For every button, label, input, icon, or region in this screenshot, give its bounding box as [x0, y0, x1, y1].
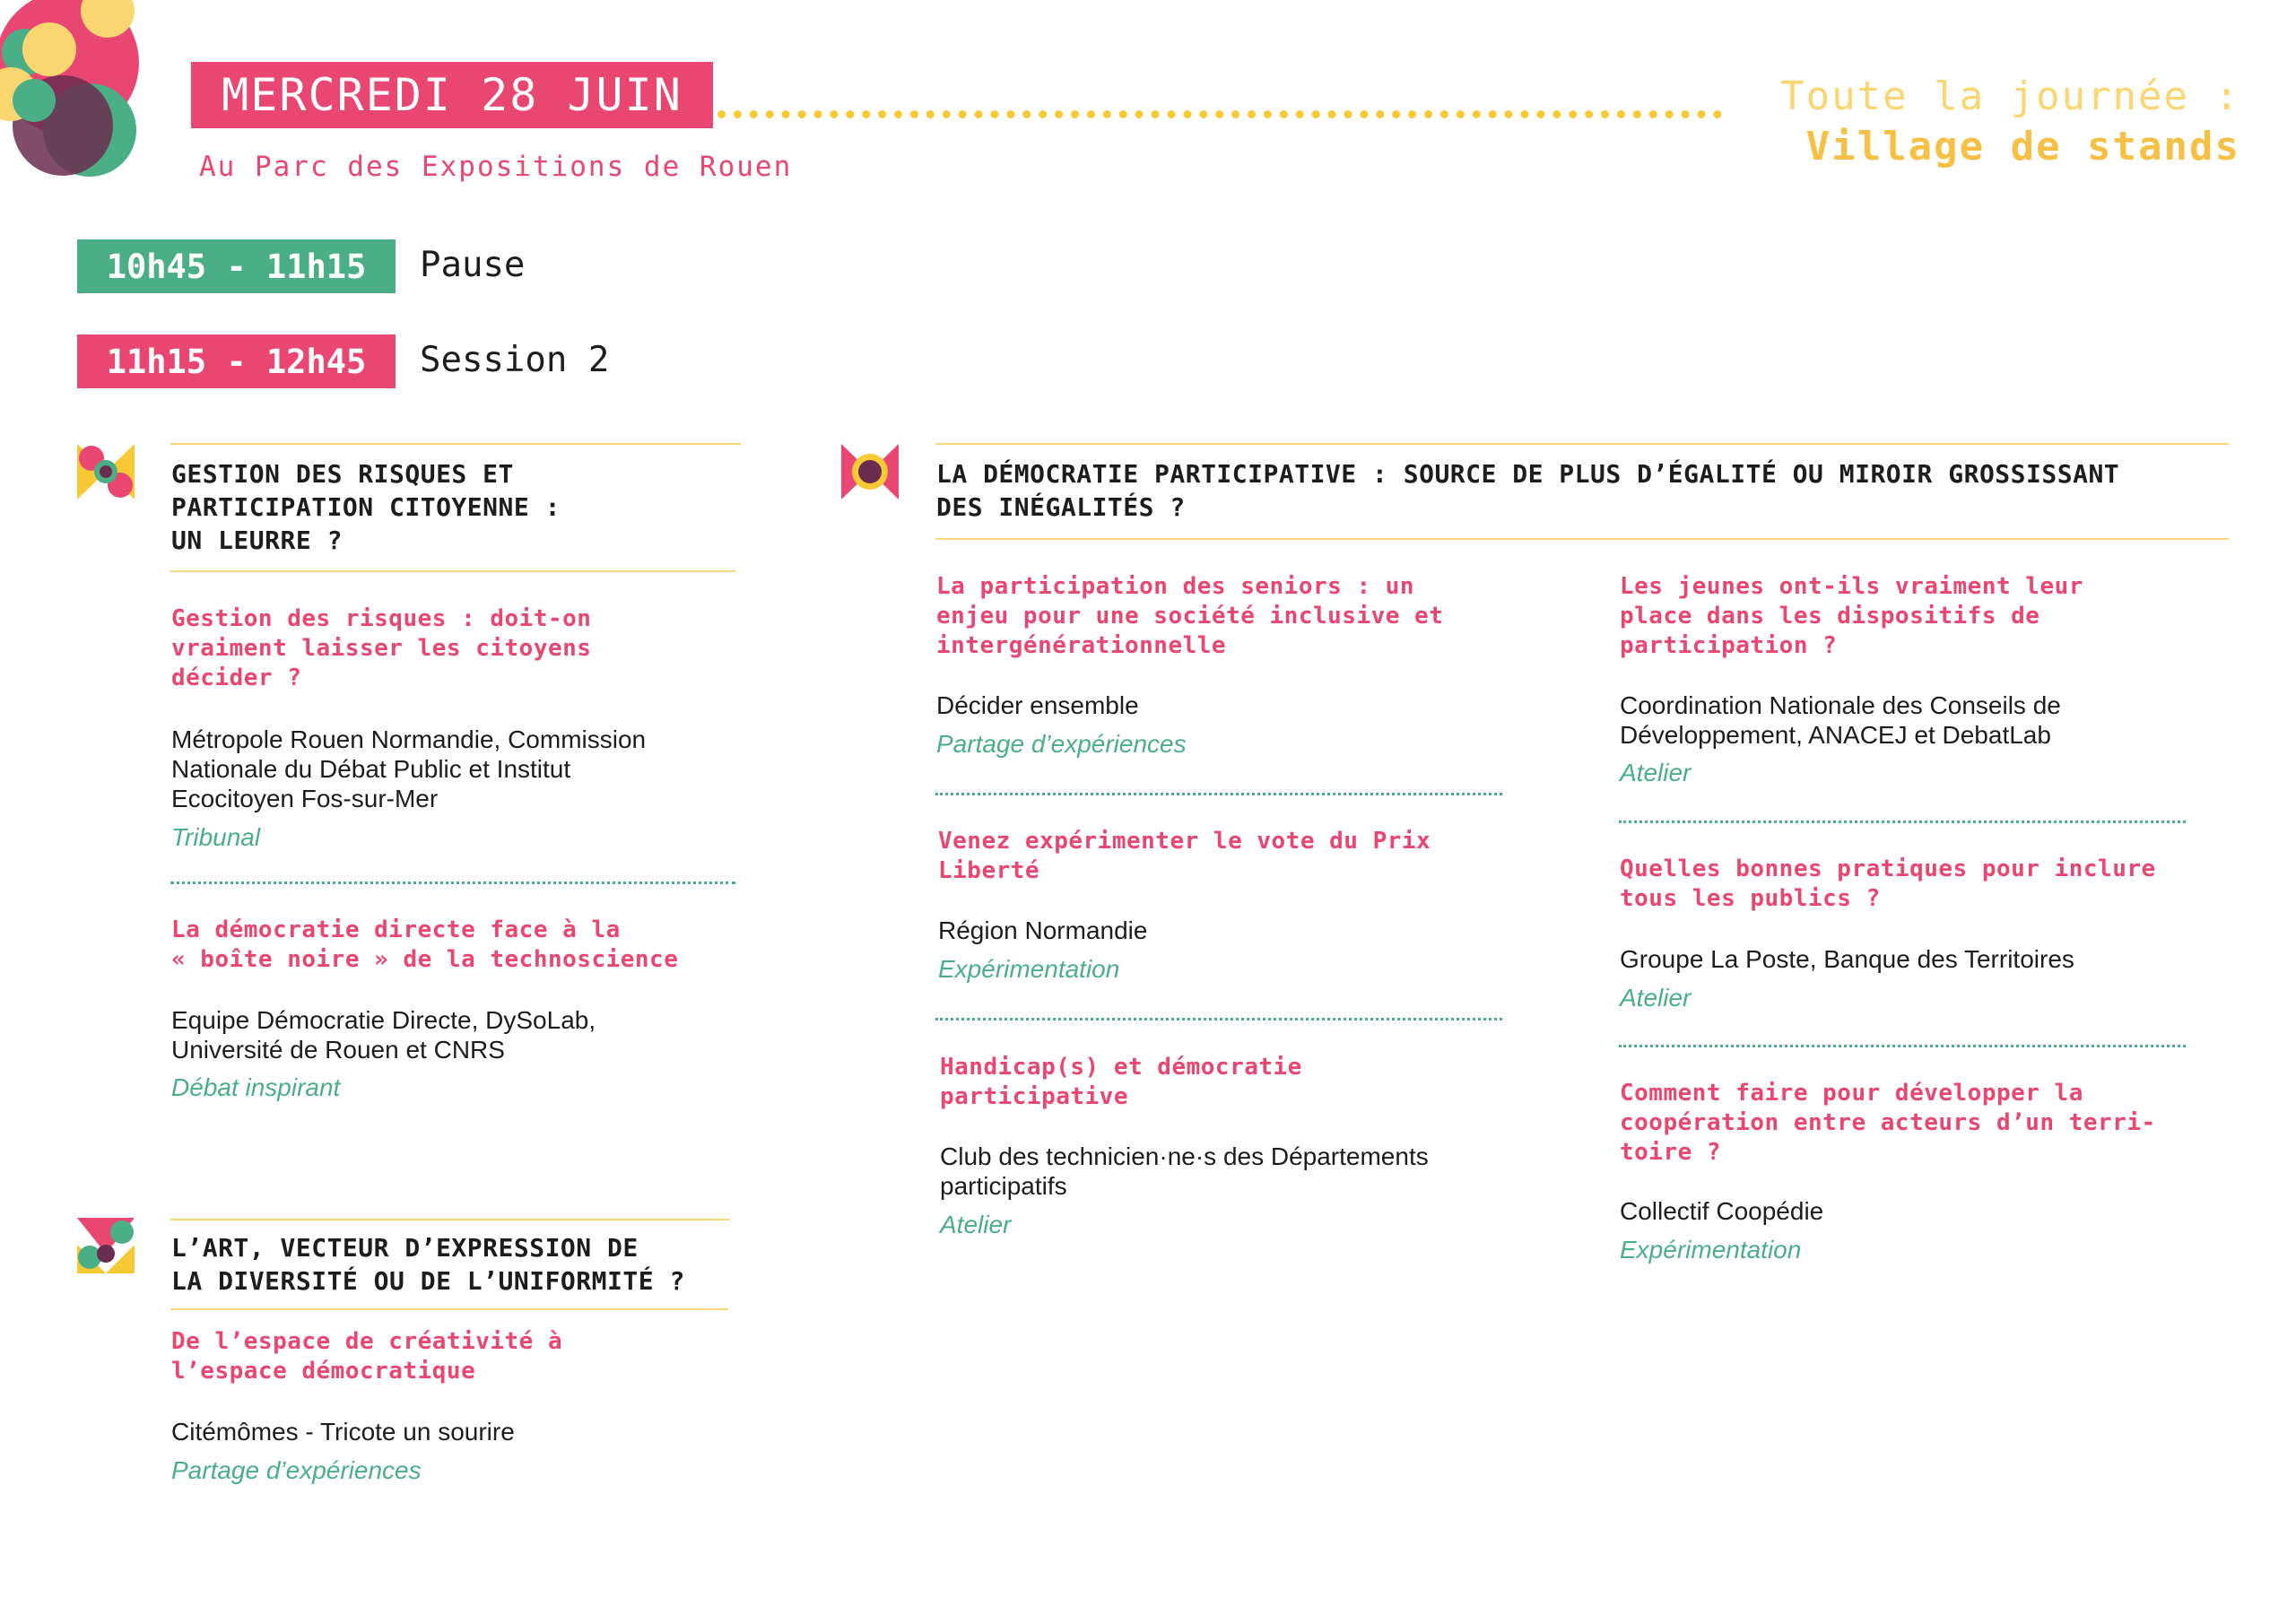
talk-format: Partage d’expériences [936, 730, 1187, 758]
theme-top-line [170, 443, 741, 445]
talk-format: Expérimentation [938, 955, 1120, 983]
talk-format: Partage d’expériences [171, 1456, 422, 1484]
theme-title-risks: GESTION DES RISQUES ET PARTICIPATION CITOYENNE : UN LEURRE ? [171, 459, 561, 555]
butterfly-dots-icon [77, 444, 135, 499]
theme-bottom-line [170, 570, 735, 572]
talk-format: Débat inspirant [171, 1073, 341, 1101]
talk-organizer: Groupe La Poste, Banque des Territoires [1620, 945, 2074, 973]
talk-title: Handicap(s) et démocratie participative [940, 1054, 1302, 1110]
talk-format: Expérimentation [1620, 1236, 1802, 1264]
theme-top-line [170, 1219, 730, 1220]
talk-format: Atelier [1620, 984, 1692, 1012]
talk-title: La participation des seniors : un enjeu pour une société inclusive et intergénérationnelle [936, 573, 1444, 659]
theme-bottom-line [935, 538, 2229, 540]
venue: Au Parc des Expositions de Rouen [199, 151, 793, 183]
festival-logo [0, 0, 144, 184]
talk-organizer: Région Normandie [938, 916, 1148, 944]
talk-organizer: Coordination Nationale des Conseils de Développement, ANACEJ et DebatLab [1620, 691, 2061, 749]
dotted-divider [718, 83, 1722, 118]
time-pause: 10h45 - 11h15 [77, 239, 396, 293]
event-date: MERCREDI 28 JUIN [191, 62, 713, 128]
theme-title-art: L’ART, VECTEUR D’EXPRESSION DE LA DIVERSITÉ OU DE L’UNIFORMITÉ ? [171, 1233, 685, 1296]
talk-organizer: Club des technicien·ne·s des Départements participatifs [940, 1142, 1429, 1200]
label-pause: Pause [420, 245, 526, 285]
talk-format: Tribunal [171, 823, 261, 851]
talk-title: Comment faire pour développer la coopération entre acteurs d’un terri- toire ? [1620, 1080, 2156, 1166]
theme-title-democracy: LA DÉMOCRATIE PARTICIPATIVE : SOURCE DE PLUS D’ÉGALITÉ OU MIROIR GROSSISSANT DES INÉGALITÉS ? [936, 459, 2120, 522]
talk-title: La démocratie directe face à la « boîte noire » de la technoscience [171, 916, 679, 973]
theme-top-line [935, 443, 2229, 445]
all-day-note [1780, 72, 2240, 172]
talk-organizer: Citémômes - Tricote un sourire [171, 1418, 515, 1446]
talk-title: De l’espace de créativité à l’espace démocratique [171, 1328, 563, 1385]
talk-format: Atelier [1620, 759, 1692, 786]
talk-divider [935, 793, 1502, 795]
talk-title: Gestion des risques : doit-on vraiment laisser les citoyens décider ? [171, 605, 592, 691]
talk-divider [1619, 821, 2186, 823]
time-session: 11h15 - 12h45 [77, 334, 396, 388]
talk-divider [1619, 1045, 2186, 1047]
all-day-line-2: Village de stands [1805, 124, 2240, 169]
label-session: Session 2 [420, 340, 610, 380]
talk-title: Les jeunes ont-ils vraiment leur place dans les dispositifs de participation ? [1620, 573, 2083, 659]
talk-format: Atelier [940, 1211, 1012, 1238]
talk-divider [170, 881, 735, 884]
talk-title: Quelles bonnes pratiques pour inclure tous les publics ? [1620, 855, 2156, 912]
talk-organizer: Décider ensemble [936, 691, 1139, 719]
talk-organizer: Collectif Coopédie [1620, 1197, 1824, 1225]
triangles-dots-icon [77, 1218, 135, 1273]
theme-bottom-line [170, 1308, 728, 1310]
all-day-line-1: Toute la journée : [1780, 74, 2240, 119]
hourglass-circle-icon [841, 444, 899, 499]
talk-organizer: Métropole Rouen Normandie, Commission Nationale du Débat Public et Institut Ecocitoyen Fos-sur-Mer [171, 725, 647, 812]
talk-organizer: Equipe Démocratie Directe, DySoLab, Université de Rouen et CNRS [171, 1006, 596, 1064]
talk-title: Venez expérimenter le vote du Prix Liberté [938, 828, 1431, 884]
talk-divider [935, 1018, 1502, 1020]
